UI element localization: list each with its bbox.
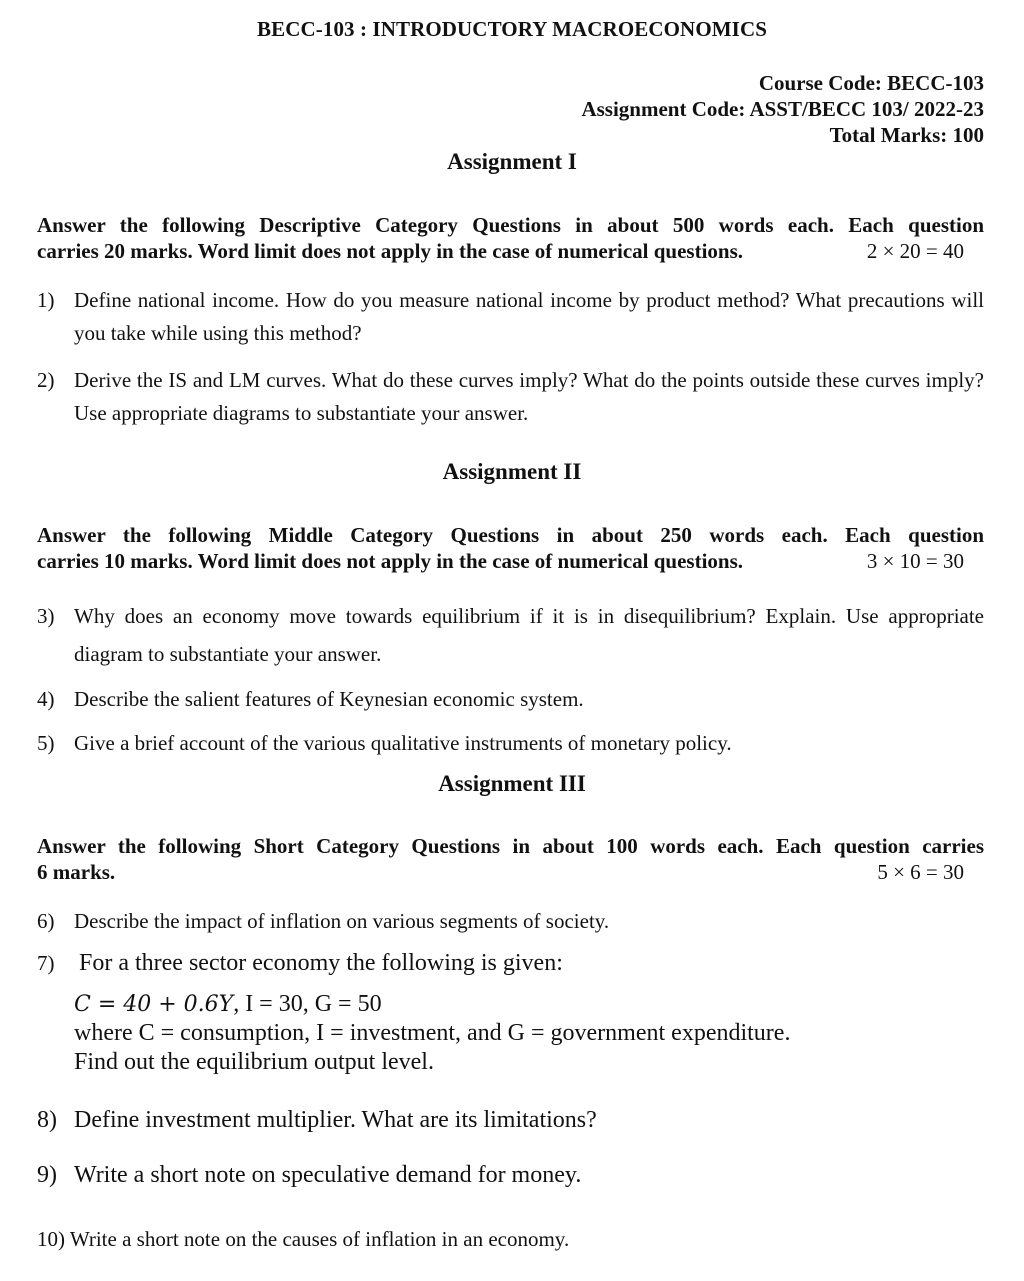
section-title-assignment-3: Assignment III: [438, 771, 586, 796]
question-item: [37, 1226, 984, 1252]
question-number: 1): [37, 288, 55, 312]
question-number: 7): [37, 951, 55, 975]
instruction-assignment-2: [37, 522, 984, 574]
question-item: [37, 908, 984, 934]
question-item: [37, 1160, 984, 1190]
instruction-line: Answer the following Short Category Questions in about 100 words each. Each question carries: [37, 834, 984, 858]
question-text: For a three sector economy the following is given:: [79, 950, 563, 976]
question-item: [37, 730, 984, 756]
question-text: Derive the IS and LM curves. What do these curves imply? What do the points outside these curves imply? Use appropriate diagrams to substantiate your answer.: [74, 368, 984, 425]
question-item: [37, 364, 984, 430]
question-text: Describe the impact of inflation on various segments of society.: [74, 909, 610, 933]
question-text: Define national income. How do you measure national income by product method? What precautions will you take while using this method?: [74, 288, 984, 345]
question-item: [37, 949, 984, 977]
question-text: Define investment multiplier. What are its limitations?: [74, 1107, 597, 1133]
document-title: BECC-103 : INTRODUCTORY MACROECONOMICS: [257, 17, 767, 41]
marks-allocation: 2 × 20 = 40: [866, 239, 964, 263]
question-text: Write a short note on speculative demand for money.: [74, 1162, 582, 1188]
instruction-line-text: carries 20 marks. Word limit does not apply in the case of numerical questions.: [37, 239, 744, 263]
question-number: 8): [37, 1107, 57, 1133]
marks-allocation: 5 × 6 = 30: [877, 860, 964, 884]
course-code: Course Code: BECC-103: [758, 71, 984, 95]
instruction-line: Answer the following Descriptive Category Questions in about 500 words each. Each question: [37, 213, 984, 237]
question-item: [37, 1105, 984, 1135]
question-text-numbered: [37, 1226, 984, 1252]
instruction-line-text: 6 marks.: [37, 860, 116, 884]
question-number: 4): [37, 687, 55, 711]
assignment-code: Assignment Code: ASST/BECC 103/ 2022-23: [581, 97, 984, 121]
question-text: Write a short note on the causes of inflation in an economy.: [69, 1227, 570, 1251]
section-title-assignment-2: Assignment II: [442, 459, 582, 484]
question-number: 2): [37, 368, 55, 392]
question-item: [37, 686, 984, 712]
equation-values: , I = 30, G = 50: [233, 991, 382, 1017]
course-info: [581, 70, 984, 148]
section-title-assignment-1: Assignment I: [447, 149, 577, 174]
q7-equation-line: [74, 990, 790, 1019]
question-text: Give a brief account of the various qualitative instruments of monetary policy.: [74, 731, 732, 755]
q7-find-line: Find out the equilibrium output level.: [74, 1049, 434, 1075]
question-number: 6): [37, 909, 55, 933]
instruction-line-text: carries 10 marks. Word limit does not apply in the case of numerical questions.: [37, 549, 744, 573]
question-number: 9): [37, 1162, 57, 1188]
question-item: [37, 284, 984, 350]
question-number: 5): [37, 731, 55, 755]
total-marks: Total Marks: 100: [829, 123, 984, 147]
instruction-line: [37, 238, 984, 264]
question-text: Describe the salient features of Keynesian economic system.: [74, 687, 584, 711]
q7-given-data: [74, 990, 790, 1077]
q7-where-line: where C = consumption, I = investment, and G = government expenditure.: [74, 1020, 791, 1046]
consumption-equation: C = 40 + 0.6Y: [74, 992, 234, 1017]
question-number: 3): [37, 604, 55, 628]
marks-allocation: 3 × 10 = 30: [866, 549, 964, 573]
instruction-line: [37, 859, 984, 885]
question-number: 10): [37, 1227, 65, 1251]
instruction-assignment-3: [37, 833, 984, 885]
instruction-line: Answer the following Middle Category Questions in about 250 words each. Each question: [37, 523, 984, 547]
question-item: [37, 597, 984, 673]
question-text: Why does an economy move towards equilibrium if it is in disequilibrium? Explain. Use appropriate diagram to substantiate your answer.: [74, 604, 984, 666]
instruction-assignment-1: [37, 212, 984, 264]
instruction-line: [37, 548, 984, 574]
